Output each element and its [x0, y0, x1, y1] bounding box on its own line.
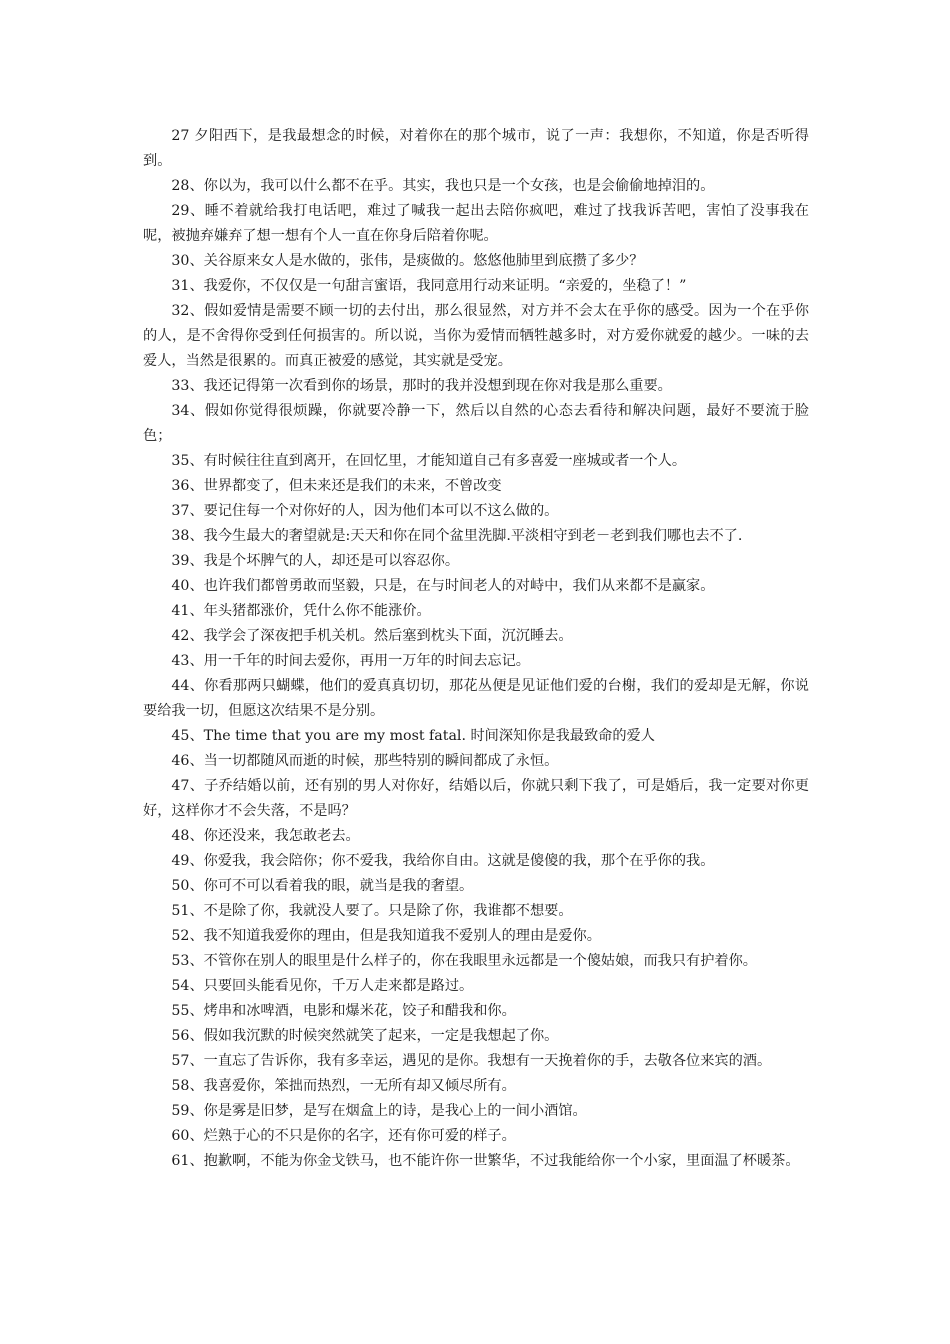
paragraph: 48、你还没来，我怎敢老去。 [171, 828, 360, 844]
paragraph: 51、不是除了你，我就没人要了。只是除了你，我谁都不想要。 [171, 903, 573, 919]
paragraph: 35、有时候往往直到离开，在回忆里，才能知道自己有多喜爱一座城或者一个人。 [171, 453, 687, 469]
paragraph: 45、The time that you are my most fatal. 时间深知你是我最致命的爱人 [171, 728, 655, 744]
paragraph: 55、烤串和冰啤酒，电影和爆米花，饺子和醋我和你。 [171, 1003, 516, 1019]
paragraph: 50、你可不可以看着我的眼，就当是我的奢望。 [171, 878, 474, 894]
paragraph: 30、关谷原来女人是水做的，张伟，是痰做的。悠悠他肺里到底攒了多少？ [171, 253, 644, 269]
paragraph: 40、也许我们都曾勇敢而坚毅，只是，在与时间老人的对峙中，我们从来都不是赢家。 [171, 578, 715, 594]
paragraph: 56、假如我沉默的时候突然就笑了起来，一定是我想起了你。 [171, 1028, 559, 1044]
paragraph: 31、我爱你，不仅仅是一句甜言蜜语，我同意用行动来证明。“亲爱的，坐稳了！” [171, 278, 687, 294]
document-body [143, 124, 809, 1174]
paragraph: 59、你是雾是旧梦，是写在烟盒上的诗，是我心上的一间小酒馆。 [171, 1103, 587, 1119]
paragraph: 38、我今生最大的奢望就是:天天和你在同个盆里洗脚.平淡相守到老－老到我们哪也去不了. [171, 528, 743, 544]
paragraph: 28、你以为，我可以什么都不在乎。其实，我也只是一个女孩，也是会偷偷地掉泪的。 [171, 178, 715, 194]
paragraph: 46、当一切都随风而逝的时候，那些特别的瞬间都成了永恒。 [171, 753, 559, 769]
paragraph: 60、烂熟于心的不只是你的名字，还有你可爱的样子。 [171, 1128, 516, 1144]
paragraph: 27 夕阳西下，是我最想念的时候，对着你在的那个城市，说了一声：我想你，不知道，你是否听得到。 [143, 128, 809, 169]
paragraph: 47、子乔结婚以前，还有别的男人对你好，结婚以后，你就只剩下我了，可是婚后，我一定要对你更好，这样你才不会失落，不是吗？ [143, 778, 809, 819]
paragraph: 58、我喜爱你，笨拙而热烈，一无所有却又倾尽所有。 [171, 1078, 516, 1094]
paragraph: 32、假如爱情是需要不顾一切的去付出，那么很显然，对方并不会太在乎你的感受。因为一个在乎你的人，是不舍得你受到任何损害的。所以说，当你为爱情而牺牲越多时，对方爱你就爱的越少。一味的去爱人，当然是很累的。而真正被爱的感觉，其实就是受宠。 [143, 303, 809, 369]
paragraph: 41、年头猪都涨价，凭什么你不能涨价。 [171, 603, 431, 619]
paragraph: 43、用一千年的时间去爱你，再用一万年的时间去忘记。 [171, 653, 530, 669]
paragraph: 42、我学会了深夜把手机关机。然后塞到枕头下面，沉沉睡去。 [171, 628, 573, 644]
paragraph: 29、睡不着就给我打电话吧，难过了喊我一起出去陪你疯吧，难过了找我诉苦吧，害怕了没事我在呢，被抛弃嫌弃了想一想有个人一直在你身后陪着你呢。 [143, 203, 809, 244]
paragraph: 34、假如你觉得很烦躁，你就要冷静一下，然后以自然的心态去看待和解决问题，最好不要流于脸色； [143, 403, 809, 444]
paragraph: 39、我是个坏脾气的人，却还是可以容忍你。 [171, 553, 460, 569]
paragraph: 52、我不知道我爱你的理由，但是我知道我不爱别人的理由是爱你。 [171, 928, 601, 944]
paragraph: 36、世界都变了，但未来还是我们的未来，不曾改变 [171, 478, 502, 494]
paragraph: 53、不管你在别人的眼里是什么样子的，你在我眼里永远都是一个傻姑娘，而我只有护着你。 [171, 953, 757, 969]
paragraph: 37、要记住每一个对你好的人，因为他们本可以不这么做的。 [171, 503, 559, 519]
paragraph: 54、只要回头能看见你，千万人走来都是路过。 [171, 978, 474, 994]
paragraph: 61、抱歉啊，不能为你金戈铁马，也不能许你一世繁华，不过我能给你一个小家，里面温了杯暖茶。 [171, 1153, 800, 1169]
paragraph: 49、你爱我，我会陪你；你不爱我，我给你自由。这就是傻傻的我，那个在乎你的我。 [171, 853, 715, 869]
paragraph: 44、你看那两只蝴蝶，他们的爱真真切切，那花丛便是见证他们爱的台榭，我们的爱却是无解，你说要给我一切，但愿这次结果不是分别。 [143, 678, 809, 719]
paragraph: 57、一直忘了告诉你，我有多幸运，遇见的是你。我想有一天挽着你的手，去敬各位来宾的酒。 [171, 1053, 772, 1069]
paragraph: 33、我还记得第一次看到你的场景，那时的我并没想到现在你对我是那么重要。 [171, 378, 672, 394]
